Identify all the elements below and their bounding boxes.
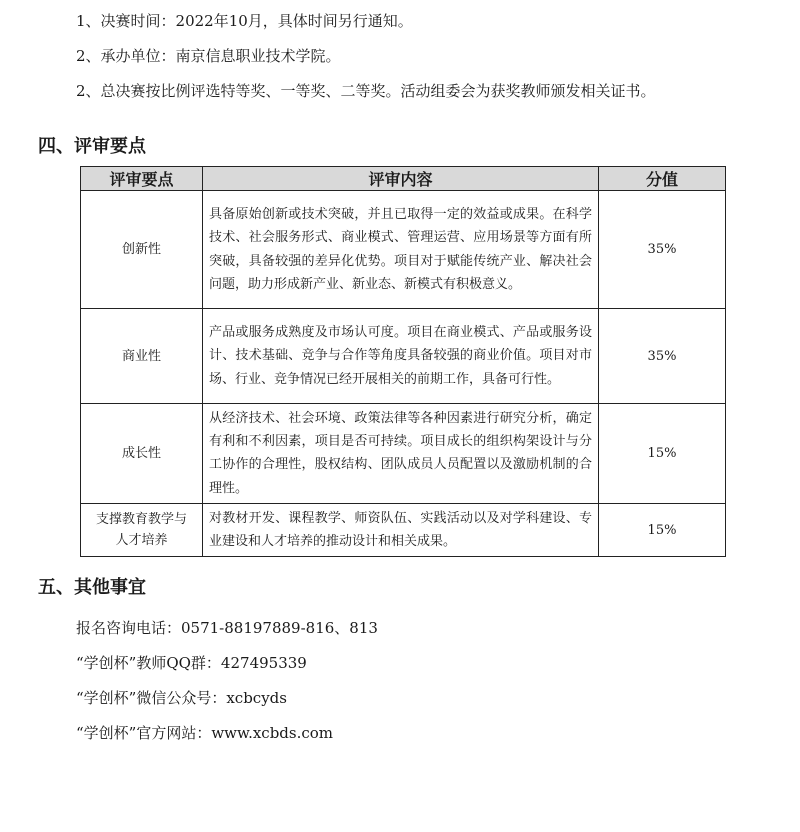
- contact-wechat: “学创杯”微信公众号：xcbcyds: [76, 689, 287, 707]
- row-content: 具备原始创新或技术突破，并且已取得一定的效益或成果。在科学技术、社会服务形式、商业模式、管理运营、应用场景等方面有所突破，具备较强的差异化优势。项目对于赋能传统产业、解决社会问题，助力形成新产业、新业态、新模式有积极意义。: [203, 191, 599, 309]
- row-point: 商业性: [81, 309, 203, 404]
- row-content: 对教材开发、课程教学、师资队伍、实践活动以及对学科建设、专业建设和人才培养的推动设计和相关成果。: [203, 503, 599, 556]
- table-row: [81, 503, 726, 556]
- header-point: 评审要点: [81, 167, 203, 191]
- header-score: 分值: [599, 167, 726, 191]
- contact-phone: 报名咨询电话：0571-88197889-816、813: [76, 619, 378, 637]
- table-row: [81, 404, 726, 504]
- row-point: 创新性: [81, 191, 203, 309]
- row-point: 支撑教育教学与人才培养: [81, 503, 203, 556]
- row-content: 从经济技术、社会环境、政策法律等各种因素进行研究分析，确定有利和不利因素，项目是否可持续。项目成长的组织构架设计与分工协作的合理性，股权结构、团队成员人员配置以及激励机制的合理性。: [203, 404, 599, 504]
- note-awards: 2、总决赛按比例评选特等奖、一等奖、二等奖。活动组委会为获奖教师颁发相关证书。: [76, 82, 656, 100]
- row-point: 成长性: [81, 404, 203, 504]
- table-row: [81, 191, 726, 309]
- note-organizer: 2、承办单位：南京信息职业技术学院。: [76, 47, 341, 65]
- row-score: 35%: [599, 191, 726, 309]
- row-content: 产品或服务成熟度及市场认可度。项目在商业模式、产品或服务设计、技术基础、竞争与合作等角度具备较强的商业价值。项目对市场、行业、竞争情况已经开展相关的前期工作，具备可行性。: [203, 309, 599, 404]
- note-decision-time: 1、决赛时间：2022年10月，具体时间另行通知。: [76, 12, 413, 30]
- table-row: [81, 309, 726, 404]
- header-content: 评审内容: [203, 167, 599, 191]
- section-4-title: 四、评审要点: [38, 136, 146, 157]
- contact-qq-group: “学创杯”教师QQ群：427495339: [76, 654, 307, 672]
- section-5-title: 五、其他事宜: [38, 577, 146, 598]
- table-header-row: [81, 167, 726, 191]
- evaluation-table: [80, 166, 726, 557]
- contact-website: “学创杯”官方网站：www.xcbds.com: [76, 724, 334, 742]
- row-score: 35%: [599, 309, 726, 404]
- row-score: 15%: [599, 404, 726, 504]
- row-score: 15%: [599, 503, 726, 556]
